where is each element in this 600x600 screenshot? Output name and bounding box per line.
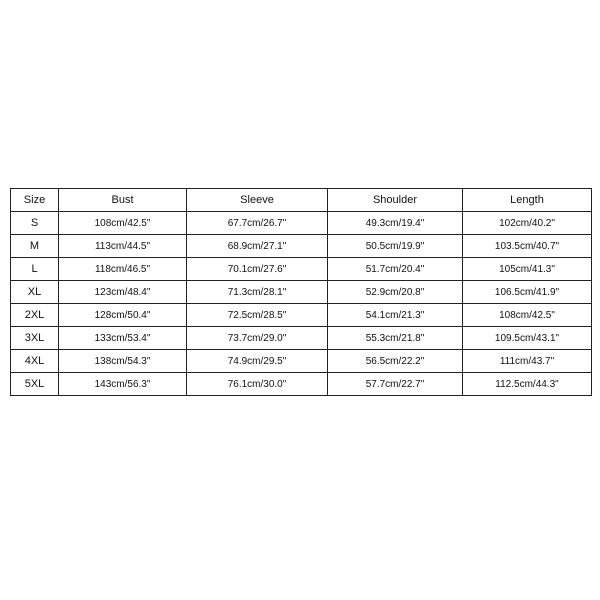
header-size: Size <box>11 189 59 212</box>
size-cell: 2XL <box>11 304 59 327</box>
table-row <box>11 281 592 304</box>
sleeve-cell: 68.9cm/27.1" <box>187 235 328 258</box>
shoulder-cell: 56.5cm/22.2" <box>328 350 463 373</box>
bust-cell: 108cm/42.5" <box>59 212 187 235</box>
bust-cell: 128cm/50.4" <box>59 304 187 327</box>
bust-cell: 143cm/56.3" <box>59 373 187 396</box>
length-cell: 105cm/41.3" <box>463 258 592 281</box>
bust-cell: 123cm/48.4" <box>59 281 187 304</box>
table-row <box>11 258 592 281</box>
length-cell: 109.5cm/43.1" <box>463 327 592 350</box>
sleeve-cell: 72.5cm/28.5" <box>187 304 328 327</box>
table-row <box>11 304 592 327</box>
table-header-row <box>11 189 592 212</box>
size-cell: M <box>11 235 59 258</box>
bust-cell: 133cm/53.4" <box>59 327 187 350</box>
header-bust: Bust <box>59 189 187 212</box>
shoulder-cell: 51.7cm/20.4" <box>328 258 463 281</box>
length-cell: 103.5cm/40.7" <box>463 235 592 258</box>
table-row <box>11 212 592 235</box>
size-cell: 3XL <box>11 327 59 350</box>
table-row <box>11 327 592 350</box>
sleeve-cell: 76.1cm/30.0" <box>187 373 328 396</box>
table-row <box>11 350 592 373</box>
length-cell: 111cm/43.7" <box>463 350 592 373</box>
table-row <box>11 373 592 396</box>
size-cell: XL <box>11 281 59 304</box>
sleeve-cell: 67.7cm/26.7" <box>187 212 328 235</box>
sleeve-cell: 71.3cm/28.1" <box>187 281 328 304</box>
length-cell: 112.5cm/44.3" <box>463 373 592 396</box>
header-length: Length <box>463 189 592 212</box>
length-cell: 106.5cm/41.9" <box>463 281 592 304</box>
shoulder-cell: 52.9cm/20.8" <box>328 281 463 304</box>
shoulder-cell: 49.3cm/19.4" <box>328 212 463 235</box>
size-chart-table <box>10 188 592 396</box>
shoulder-cell: 57.7cm/22.7" <box>328 373 463 396</box>
table-row <box>11 235 592 258</box>
size-cell: 5XL <box>11 373 59 396</box>
size-cell: 4XL <box>11 350 59 373</box>
header-shoulder: Shoulder <box>328 189 463 212</box>
size-cell: L <box>11 258 59 281</box>
header-sleeve: Sleeve <box>187 189 328 212</box>
shoulder-cell: 54.1cm/21.3" <box>328 304 463 327</box>
sleeve-cell: 70.1cm/27.6" <box>187 258 328 281</box>
bust-cell: 113cm/44.5" <box>59 235 187 258</box>
length-cell: 102cm/40.2" <box>463 212 592 235</box>
size-cell: S <box>11 212 59 235</box>
shoulder-cell: 50.5cm/19.9" <box>328 235 463 258</box>
length-cell: 108cm/42.5" <box>463 304 592 327</box>
bust-cell: 138cm/54.3" <box>59 350 187 373</box>
sleeve-cell: 74.9cm/29.5" <box>187 350 328 373</box>
sleeve-cell: 73.7cm/29.0" <box>187 327 328 350</box>
bust-cell: 118cm/46.5" <box>59 258 187 281</box>
shoulder-cell: 55.3cm/21.8" <box>328 327 463 350</box>
